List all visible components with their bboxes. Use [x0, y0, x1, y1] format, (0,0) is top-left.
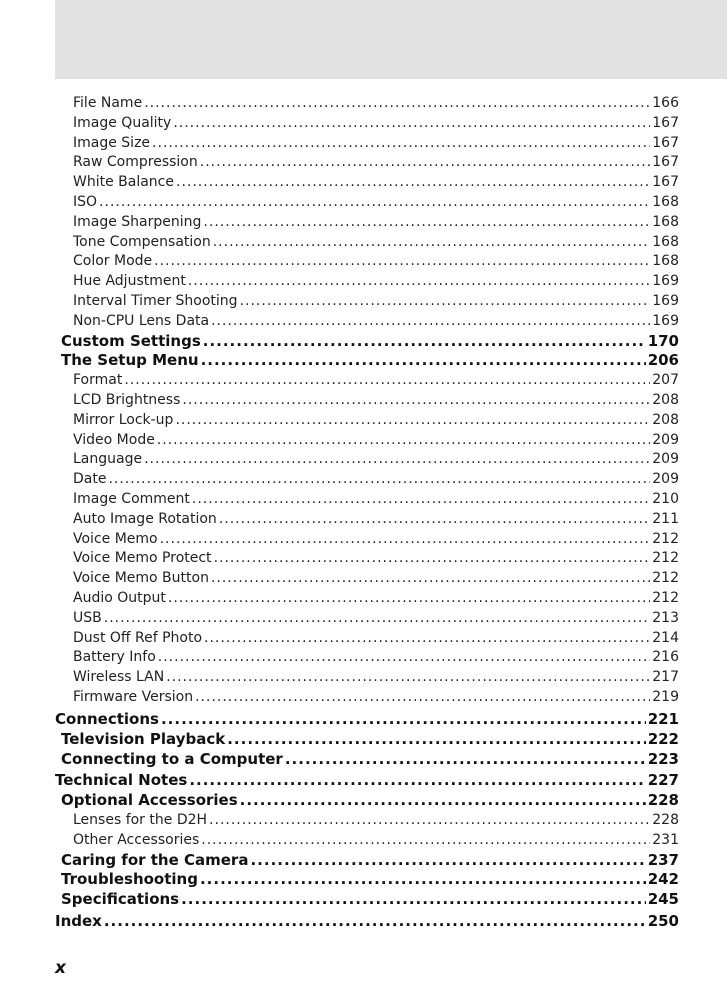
toc-entry[interactable]: [55, 629, 679, 649]
dot-leader: [104, 609, 651, 629]
toc-entry-page: 250: [647, 912, 679, 931]
toc-entry-page: 212: [652, 550, 679, 567]
dot-leader: [227, 730, 645, 750]
toc-entry-page: 231: [652, 831, 679, 848]
toc-entry-title: Mirror Lock-up: [73, 411, 174, 428]
toc-entry[interactable]: [55, 688, 679, 708]
toc-entry-title: Optional Accessories: [61, 791, 238, 810]
toc-entry-page: 223: [647, 749, 679, 768]
toc-entry[interactable]: [55, 589, 679, 609]
toc-entry[interactable]: [55, 252, 679, 272]
toc-entry[interactable]: [55, 272, 679, 292]
toc-entry-title: Color Mode: [73, 253, 153, 270]
toc-entry-title: LCD Brightness: [73, 391, 181, 408]
toc-entry-title: File Name: [73, 95, 143, 111]
dot-leader: [158, 648, 651, 668]
dot-leader: [144, 94, 650, 114]
toc-entry-page: 228: [647, 791, 679, 810]
toc-entry-title: Wireless LAN: [73, 669, 165, 686]
toc-entry-title: ISO: [73, 193, 98, 210]
page-number: x: [55, 958, 66, 978]
toc-entry-title: Image Sharpening: [73, 213, 202, 230]
toc-entry-title: The Setup Menu: [61, 351, 199, 370]
toc-entry-page: 207: [652, 372, 679, 389]
toc-entry-page: 206: [647, 351, 679, 370]
toc-entry-page: 221: [647, 709, 679, 728]
toc-entry[interactable]: [55, 490, 679, 510]
toc-entry-title: Caring for the Camera: [61, 850, 249, 869]
toc-entry[interactable]: [55, 193, 679, 213]
toc-entry-title: Image Size: [73, 134, 151, 151]
toc-entry-title: Voice Memo Button: [73, 570, 209, 587]
dot-leader: [124, 371, 650, 391]
dot-leader: [200, 153, 651, 173]
toc-entry-title: Language: [73, 451, 143, 468]
dot-leader: [144, 450, 650, 470]
toc-entry-title: Date: [73, 471, 107, 488]
toc-entry[interactable]: [55, 312, 679, 332]
table-of-contents: [55, 94, 679, 932]
dot-leader: [201, 831, 650, 851]
toc-entry-title: Television Playback: [61, 729, 226, 748]
toc-entry-page: 228: [652, 812, 679, 829]
dot-leader: [108, 470, 650, 490]
toc-entry-page: 170: [647, 331, 679, 350]
toc-entry-title: Connecting to a Computer: [61, 749, 283, 768]
toc-entry[interactable]: [55, 770, 679, 791]
dot-leader: [189, 770, 645, 791]
toc-entry-page: 222: [647, 729, 679, 748]
toc-entry[interactable]: [55, 371, 679, 391]
dot-leader: [213, 233, 651, 253]
toc-entry-page: 209: [652, 471, 679, 488]
toc-entry-page: 168: [652, 193, 679, 210]
dot-leader: [250, 851, 645, 871]
dot-leader: [192, 490, 650, 510]
toc-entry-title: Specifications: [61, 890, 180, 909]
toc-entry-page: 167: [652, 154, 679, 171]
dot-leader: [240, 292, 651, 312]
toc-entry-page: 213: [652, 609, 679, 626]
toc-entry-title: White Balance: [73, 174, 174, 191]
dot-leader: [152, 134, 650, 154]
toc-entry[interactable]: [55, 292, 679, 312]
dot-leader: [195, 688, 650, 708]
toc-entry-page: 212: [652, 589, 679, 606]
toc-entry[interactable]: [55, 153, 679, 173]
toc-entry-page: 168: [652, 253, 679, 270]
toc-entry-title: Technical Notes: [55, 771, 188, 790]
toc-entry[interactable]: [55, 851, 679, 871]
toc-entry-page: 208: [652, 391, 679, 408]
toc-entry-page: 168: [652, 213, 679, 230]
dot-leader: [203, 332, 646, 352]
toc-entry[interactable]: [55, 549, 679, 569]
dot-leader: [214, 549, 651, 569]
toc-entry-page: 169: [652, 292, 679, 309]
dot-leader: [166, 668, 650, 688]
toc-entry[interactable]: [55, 391, 679, 411]
toc-entry[interactable]: [55, 173, 679, 193]
toc-entry[interactable]: [55, 609, 679, 629]
toc-entry-title: Voice Memo: [73, 530, 158, 547]
dot-leader: [219, 510, 650, 530]
toc-entry[interactable]: [55, 870, 679, 890]
toc-entry-title: Firmware Version: [73, 688, 194, 705]
dot-leader: [154, 252, 650, 272]
dot-leader: [157, 431, 650, 451]
toc-entry[interactable]: [55, 750, 679, 770]
toc-entry-title: Other Accessories: [73, 831, 200, 848]
toc-entry[interactable]: [55, 730, 679, 750]
toc-entry-title: Index: [55, 912, 102, 931]
toc-entry-page: 168: [652, 233, 679, 250]
toc-entry-title: USB: [73, 609, 102, 626]
toc-entry[interactable]: [55, 332, 679, 352]
toc-entry-page: 242: [647, 870, 679, 889]
toc-entry-title: Image Quality: [73, 114, 172, 131]
dot-leader: [204, 629, 650, 649]
dot-leader: [285, 750, 646, 770]
dot-leader: [201, 351, 646, 371]
toc-entry[interactable]: [55, 709, 679, 730]
toc-entry[interactable]: [55, 569, 679, 589]
toc-entry-page: 211: [652, 510, 679, 527]
toc-entry-page: 208: [652, 411, 679, 428]
toc-entry-title: Non-CPU Lens Data: [73, 312, 210, 329]
dot-leader: [176, 173, 650, 193]
toc-entry[interactable]: [55, 213, 679, 233]
dot-leader: [182, 391, 650, 411]
toc-entry-page: 212: [652, 570, 679, 587]
dot-leader: [240, 791, 646, 811]
dot-leader: [209, 811, 650, 831]
toc-entry-page: 216: [652, 649, 679, 666]
toc-entry-title: Connections: [55, 709, 159, 728]
dot-leader: [203, 213, 650, 233]
dot-leader: [173, 114, 650, 134]
dot-leader: [175, 411, 650, 431]
toc-entry-page: 167: [652, 114, 679, 131]
toc-entry[interactable]: [55, 233, 679, 253]
toc-entry-title: Battery Info: [73, 649, 156, 666]
toc-entry[interactable]: [55, 431, 679, 451]
toc-entry-page: 214: [652, 629, 679, 646]
toc-entry[interactable]: [55, 791, 679, 811]
dot-leader: [211, 569, 650, 589]
toc-entry-page: 167: [652, 174, 679, 191]
toc-entry[interactable]: [55, 668, 679, 688]
toc-entry[interactable]: [55, 890, 679, 910]
toc-entry-title: Image Comment: [73, 490, 190, 507]
toc-entry-title: Tone Compensation: [73, 233, 211, 250]
toc-entry-title: Format: [73, 372, 123, 389]
toc-entry-title: Hue Adjustment: [73, 273, 186, 290]
dot-leader: [99, 193, 650, 213]
toc-entry[interactable]: [55, 811, 679, 831]
toc-entry-title: Custom Settings: [61, 331, 201, 350]
header-band: [55, 0, 727, 79]
toc-entry-title: Audio Output: [73, 589, 166, 606]
toc-entry-title: Troubleshooting: [61, 870, 198, 889]
toc-entry[interactable]: [55, 94, 679, 114]
toc-entry-title: Raw Compression: [73, 154, 198, 171]
toc-entry-page: 219: [652, 688, 679, 705]
toc-entry-page: 210: [652, 490, 679, 507]
toc-entry-page: 167: [652, 134, 679, 151]
toc-entry-page: 169: [652, 273, 679, 290]
toc-entry-page: 245: [647, 890, 679, 909]
toc-entry-page: 169: [652, 312, 679, 329]
toc-entry-page: 166: [652, 95, 679, 111]
toc-entry[interactable]: [55, 470, 679, 490]
dot-leader: [161, 709, 646, 730]
dot-leader: [200, 870, 646, 890]
toc-entry[interactable]: [55, 530, 679, 550]
toc-entry[interactable]: [55, 450, 679, 470]
toc-entry-title: Video Mode: [73, 431, 155, 448]
toc-entry[interactable]: [55, 114, 679, 134]
toc-entry-page: 209: [652, 451, 679, 468]
toc-entry-page: 217: [652, 669, 679, 686]
dot-leader: [168, 589, 650, 609]
toc-entry-title: Auto Image Rotation: [73, 510, 217, 527]
dot-leader: [188, 272, 650, 292]
toc-entry[interactable]: [55, 510, 679, 530]
toc-entry[interactable]: [55, 134, 679, 154]
toc-entry[interactable]: [55, 648, 679, 668]
toc-entry[interactable]: [55, 831, 679, 851]
toc-entry-page: 209: [652, 431, 679, 448]
dot-leader: [104, 911, 646, 932]
toc-entry[interactable]: [55, 911, 679, 932]
toc-entry-page: 227: [647, 771, 679, 790]
toc-entry[interactable]: [55, 411, 679, 431]
toc-entry-title: Dust Off Ref Photo: [73, 629, 203, 646]
dot-leader: [160, 530, 651, 550]
dot-leader: [211, 312, 650, 332]
toc-entry-title: Lenses for the D2H: [73, 812, 208, 829]
dot-leader: [181, 890, 646, 910]
toc-entry-page: 212: [652, 530, 679, 547]
toc-entry-title: Interval Timer Shooting: [73, 292, 238, 309]
toc-entry[interactable]: [55, 351, 679, 371]
toc-entry-title: Voice Memo Protect: [73, 550, 212, 567]
toc-entry-page: 237: [647, 850, 679, 869]
